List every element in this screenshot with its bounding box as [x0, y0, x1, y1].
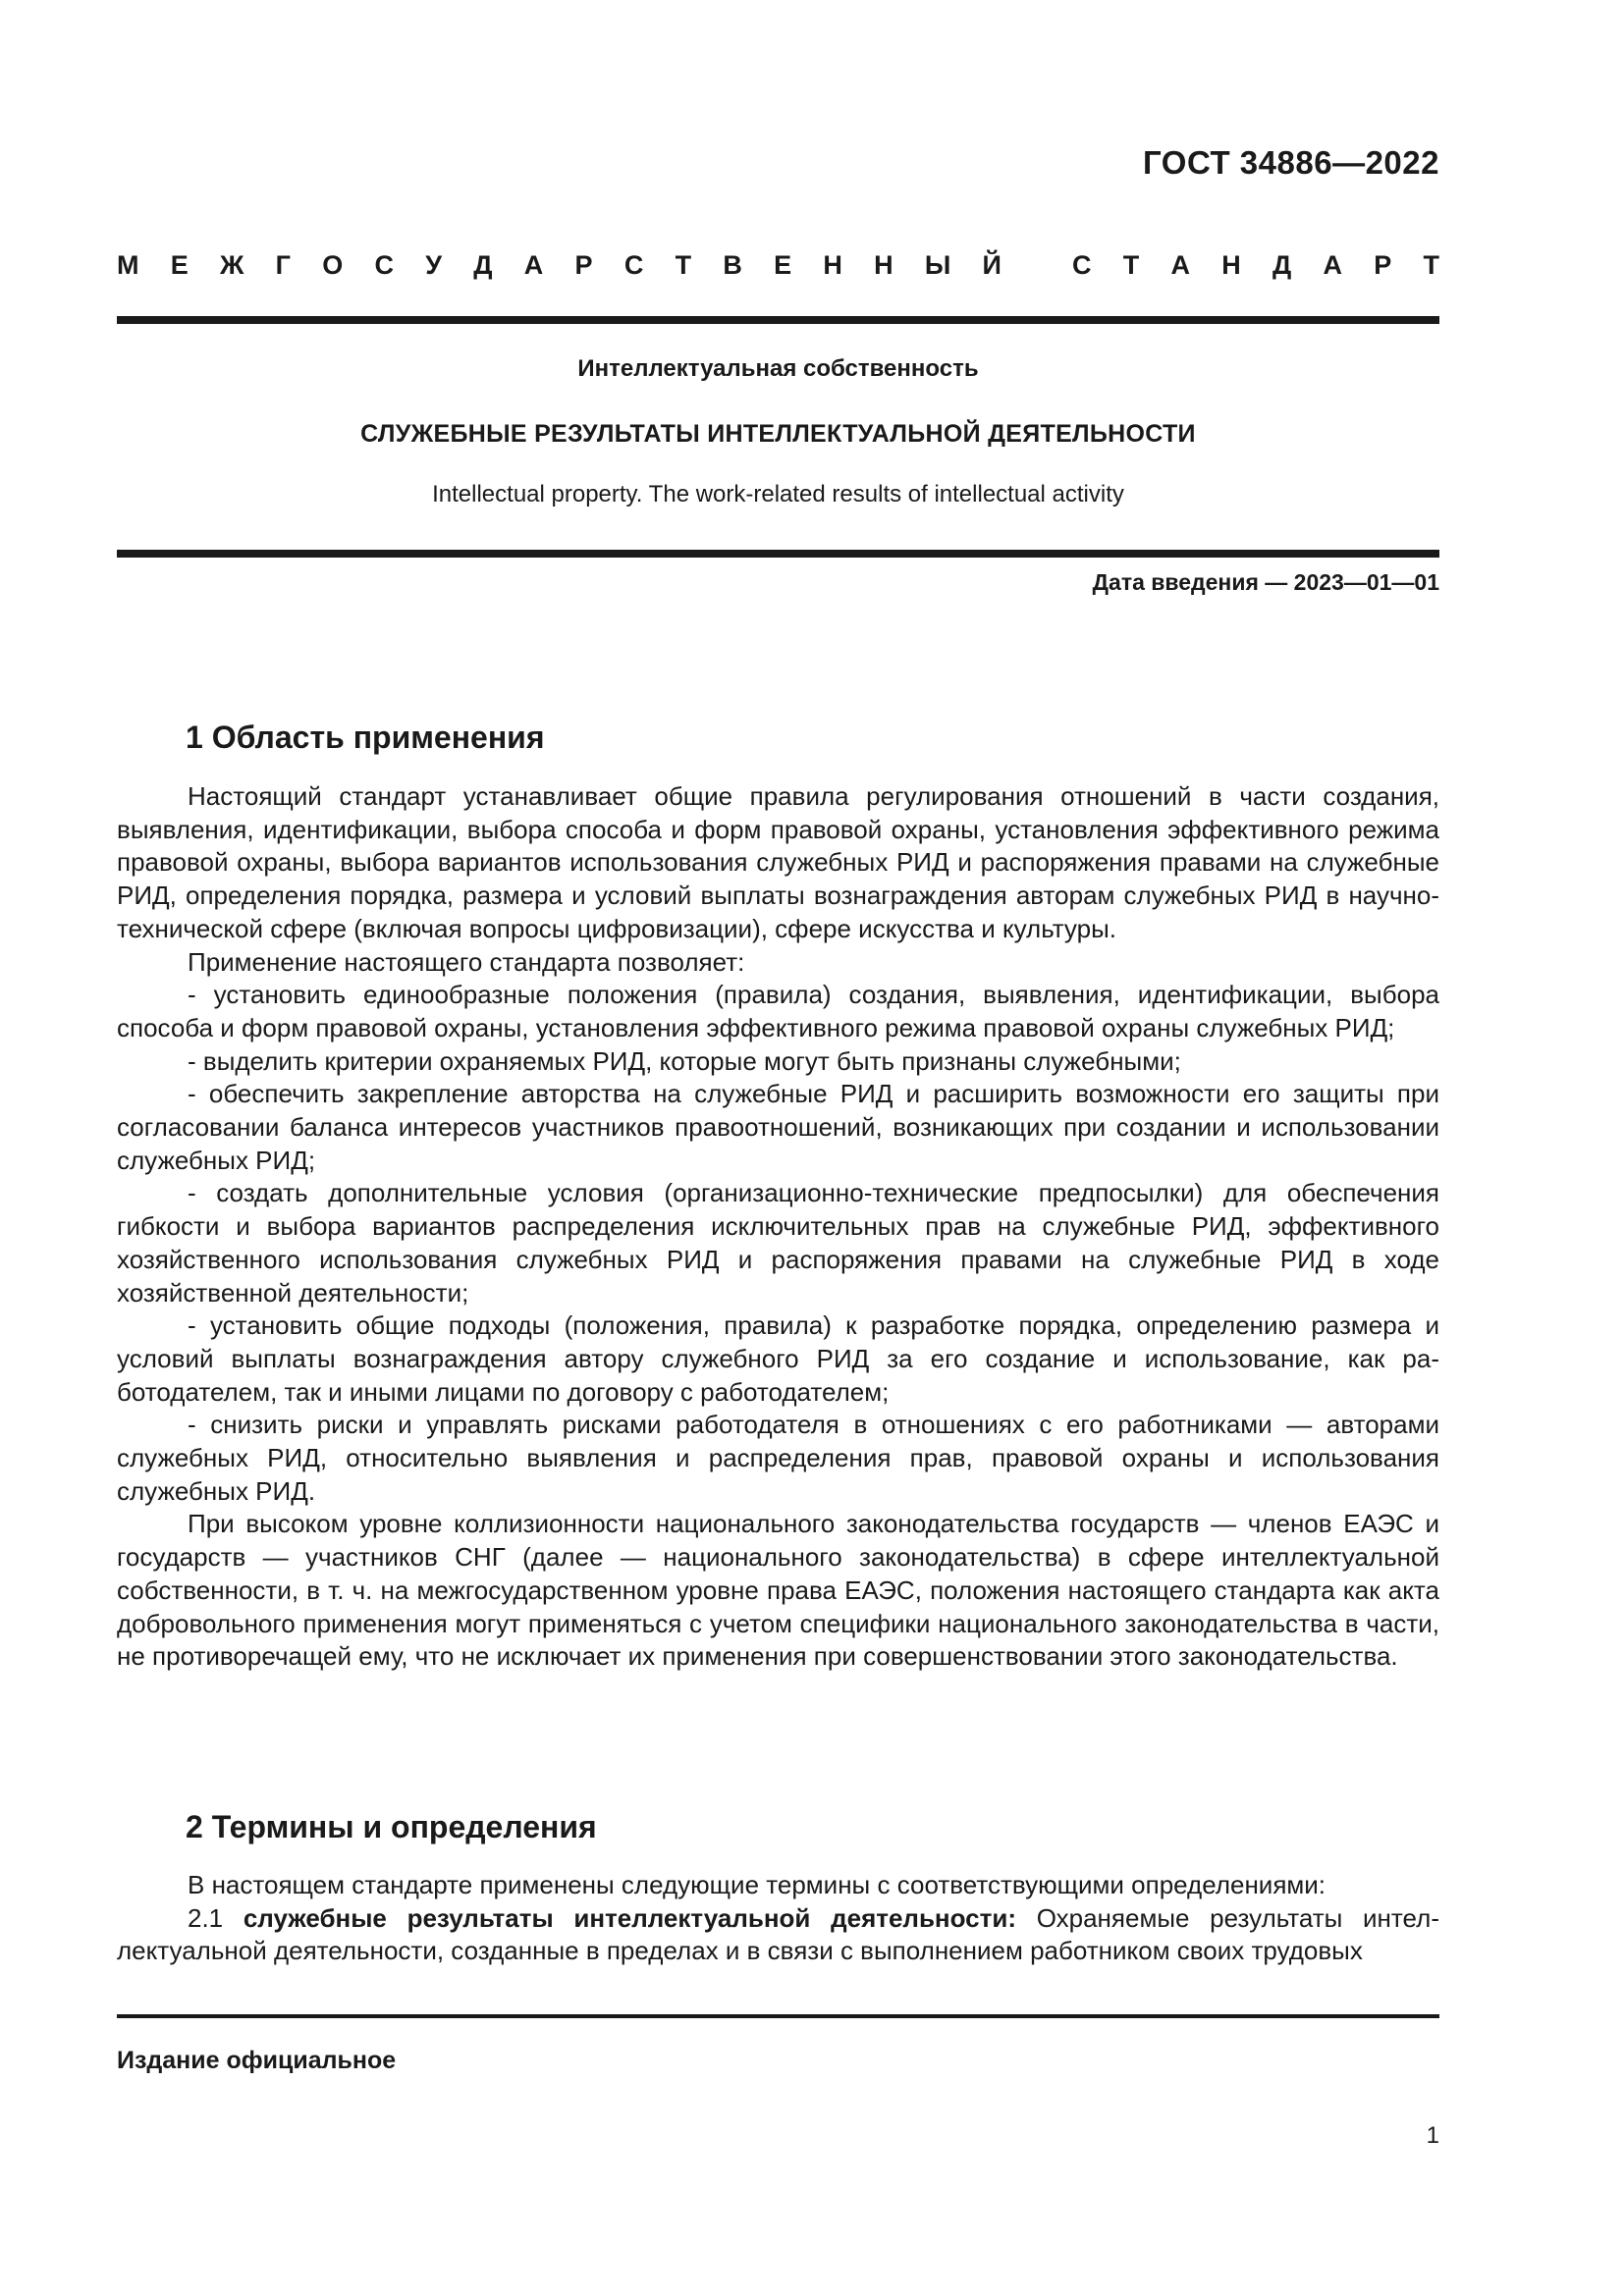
- banner-letter: Е: [170, 250, 189, 280]
- banner-letter: Д: [473, 250, 493, 280]
- list-item: - создать дополнительные условия (организационно-технические предпосылки) для обеспечения гибкости и выбора вариантов распределения исключительных прав на служебные РИД, эффективного хозяйственного использования служебных РИД и распоряжения правами на служебные РИД в ходе хозяйственной деятельности;: [117, 1178, 1439, 1308]
- paragraph: Применение настоящего стандарта позволяет:: [188, 946, 745, 977]
- banner-letter: М: [117, 250, 139, 280]
- banner-letter: Е: [774, 250, 792, 280]
- banner-letter: У: [425, 250, 443, 280]
- banner-letter: Н: [823, 250, 842, 280]
- list-item: - установить единообразные положения (правила) создания, выявления, идентификации, выбора способа и форм правовой охраны, установления эффективного режима правовой охраны служебных РИД;: [117, 980, 1439, 1042]
- banner-letter: Т: [675, 250, 692, 280]
- term-number: 2.1: [188, 1902, 224, 1933]
- section-2-body: [117, 1869, 1439, 1968]
- page-number: 1: [1426, 2122, 1439, 2149]
- document-title: СЛУЖЕБНЫЕ РЕЗУЛЬТАТЫ ИНТЕЛЛЕКТУАЛЬНОЙ ДЕЯТЕЛЬНОСТИ: [360, 420, 1196, 448]
- official-edition-label: Издание официальное: [117, 2047, 397, 2074]
- banner-letter: Й: [982, 250, 1001, 280]
- list-item: - выделить критерии охраняемых РИД, которые могут быть признаны служебными;: [188, 1045, 1181, 1076]
- banner-letter: А: [1323, 250, 1342, 280]
- banner-letter: В: [723, 250, 742, 280]
- paragraph: При высоком уровне коллизионности национального законодательства государств — членов ЕАЭС и государств — участников СНГ (далее — национального законодательства) в сфере интеллектуальной собственности, в т. ч. на межгосударственном уровне права ЕАЭС, положения настоящего стандарта как акта добровольного применения могут применяться с учетом специфики национального законодательства в части, не противоречащей ему, что не исключает их применения при совершенствовании этого законодательства.: [117, 1509, 1439, 1672]
- section-1-body: [117, 780, 1439, 1674]
- banner-letter: Ж: [220, 250, 244, 280]
- list-item: - установить общие подходы (положения, правила) к разработке порядка, определению размера и условий выплаты вознаграждения автору служебного РИД за его создание и использование, как работодателем, так и иными лицами по договору с работодателем;: [117, 1310, 1439, 1407]
- document-title-english: Intellectual property. The work-related results of intellectual activity: [432, 481, 1124, 507]
- term-definition: [117, 1902, 1439, 1968]
- banner-letter: Г: [275, 250, 291, 280]
- banner-letter: А: [523, 250, 544, 280]
- banner-letter: Р: [1374, 250, 1392, 280]
- banner-letter: Н: [1221, 250, 1241, 280]
- interstate-standard-banner: [117, 250, 1439, 281]
- banner-letter: А: [1170, 250, 1190, 280]
- footer-divider: [117, 2014, 1439, 2018]
- document-page: [117, 0, 1439, 2296]
- section-2-heading: 2 Термины и определения: [186, 1809, 597, 1844]
- title-divider: [117, 550, 1439, 558]
- banner-letter: С: [374, 250, 394, 280]
- banner-letter: С: [623, 250, 644, 280]
- banner-letter: Т: [1423, 250, 1439, 280]
- top-divider: [117, 316, 1439, 324]
- term-name: служебные результаты интеллектуальной деятельности:: [243, 1902, 1017, 1933]
- banner-letter: Т: [1122, 250, 1140, 280]
- gost-number: ГОСТ 34886—2022: [1143, 144, 1439, 181]
- banner-letter: О: [322, 250, 344, 280]
- banner-letter: Д: [1272, 250, 1292, 280]
- introduction-date: Дата введения — 2023—01—01: [1092, 569, 1439, 595]
- list-item: - снизить риски и управлять рисками работодателя в отношениях с его работниками — авторами служебных РИД, относительно выявления и распределения прав, правовой охраны и использования служебных РИД.: [117, 1410, 1439, 1506]
- section-1-heading: 1 Область применения: [186, 720, 545, 755]
- banner-letter: С: [1071, 250, 1092, 280]
- banner-letter: [1033, 250, 1041, 281]
- banner-letter: Н: [874, 250, 893, 280]
- paragraph: В настоящем стандарте применены следующие термины с соответствующими определениями:: [188, 1870, 1326, 1899]
- banner-letter: Р: [574, 250, 593, 280]
- list-item: - обеспечить закрепление авторства на служебные РИД и расширить возможности его защиты при согласовании баланса интересов участников правоотношений, возникающих при создании и использовании служебных РИД;: [117, 1079, 1439, 1175]
- banner-letter: Ы: [924, 250, 951, 280]
- subject-heading: Интеллектуальная собственность: [577, 355, 979, 382]
- paragraph: Настоящий стандарт устанавливает общие правила регулирования отношений в части создания, выявления, идентификации, выбора способа и форм правовой охраны, установления эффективного режима правовой охраны, выбора вариантов использования служебных РИД и распоряжения правами на служебные РИД, определения порядка, размера и условий выплаты вознаграждения авторам служебных РИД в научно-технической сфере (включая вопросы цифровизации), сфере искусства и культуры.: [117, 781, 1439, 943]
- term-text: Охраняемые результаты интеллектуальной деятельности, созданные в пределах и в связи с выполнением работником своих трудовых: [117, 1902, 1439, 1966]
